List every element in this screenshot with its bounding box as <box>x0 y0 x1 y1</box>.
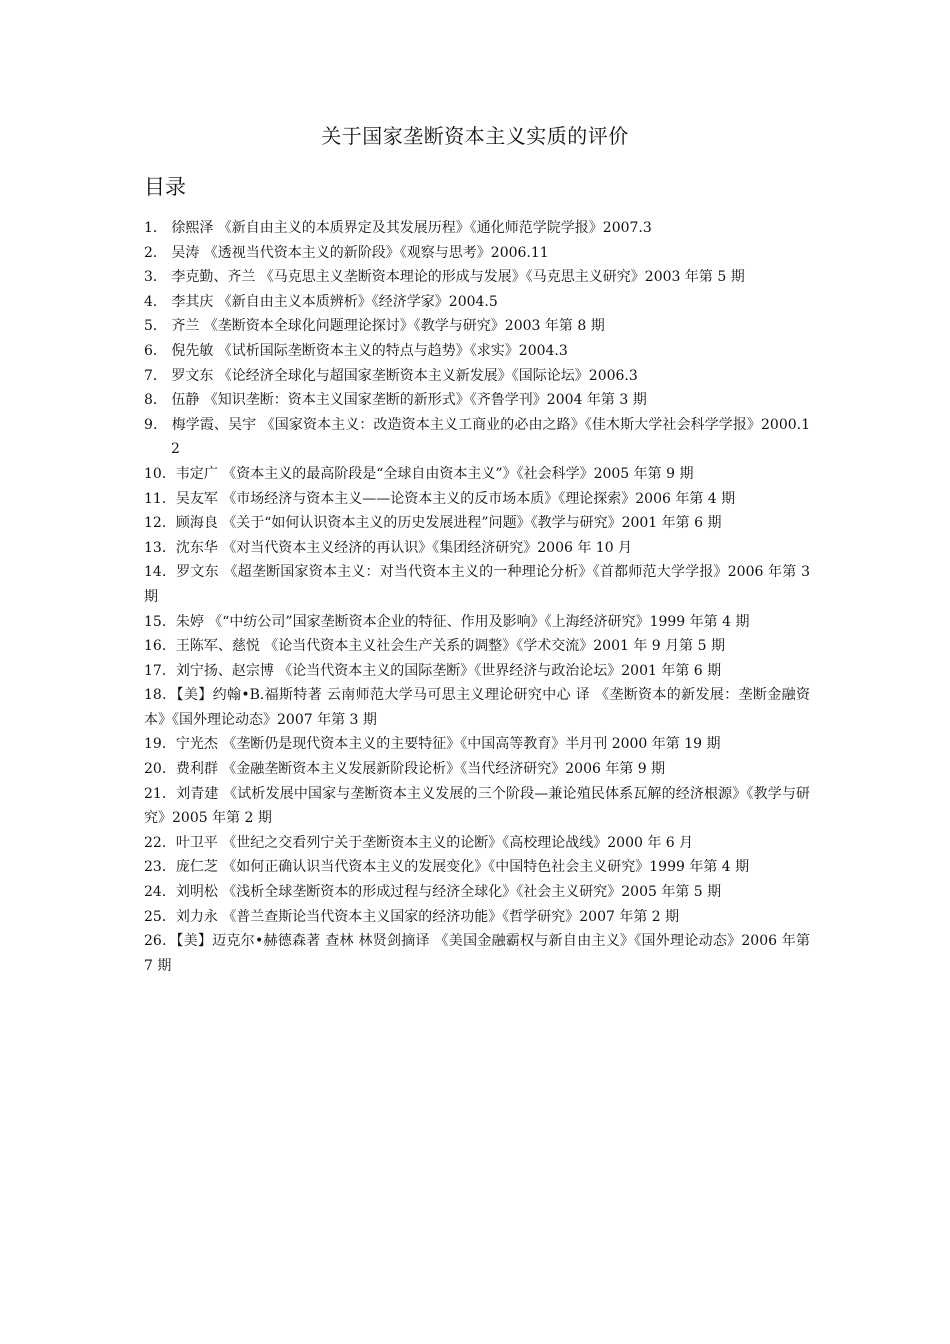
reference-item: 13．沈东华 《对当代资本主义经济的再认识》《集团经济研究》2006 年 10 月 <box>144 539 633 556</box>
reference-item: 18．【美】约翰•B.福斯特著 云南师范大学马可思主义理论研究中心 译 《垄断资本的新发展：垄断金融资本》《国外理论动态》2007 年第 3 期 <box>144 687 810 728</box>
reference-item: 16．王陈军、慈悦 《论当代资本主义社会生产关系的调整》《学术交流》2001 年 9 月第 5 期 <box>144 638 725 655</box>
reference-item: 20．费利群 《金融垄断资本主义发展新阶段论析》《当代经济研究》2006 年第 9 期 <box>144 761 666 778</box>
reference-item: 17．刘宁扬、赵宗博 《论当代资本主义的国际垄断》《世界经济与政治论坛》2001 年第 6 期 <box>144 662 722 679</box>
reference-item: 25．刘力永 《普兰查斯论当代资本主义国家的经济功能》《哲学研究》2007 年第 2 期 <box>144 908 680 925</box>
reference-item: 21．刘青建 《试析发展中国家与垄断资本主义发展的三个阶段—兼论殖民体系瓦解的经济根源》《教学与研究》2005 年第 2 期 <box>144 785 810 827</box>
reference-item: 24．刘明松 《浅析全球垄断资本的形成过程与经济全球化》《社会主义研究》2005 年第 5 期 <box>144 884 722 901</box>
reference-item: 5． 齐兰 《垄断资本全球化问题理论探讨》《教学与研究》2003 年第 8 期 <box>144 318 605 335</box>
reference-item: 22．叶卫平 《世纪之交看列宁关于垄断资本主义的论断》《高校理论战线》2000 年 6 月 <box>144 834 694 851</box>
reference-item: 14．罗文东 《超垄断国家资本主义：对当代资本主义的一种理论分析》《首都师范大学学报》2006 年第 3 期 <box>144 564 810 605</box>
reference-item: 7． 罗文东 《论经济全球化与超国家垄断资本主义新发展》《国际论坛》2006.3 <box>144 367 638 384</box>
reference-item: 15．朱婷 《“中纺公司”国家垄断资本企业的特征、作用及影响》《上海经济研究》1999 年第 4 期 <box>144 613 750 630</box>
reference-item: 2． 吴涛 《透视当代资本主义的新阶段》《观察与思考》2006.11 <box>144 244 549 261</box>
reference-item: 4． 李其庆 《新自由主义本质辨析》《经济学家》2004.5 <box>144 293 498 310</box>
reference-item: 3． 李克勤、齐兰 《马克思主义垄断资本理论的形成与发展》《马克思主义研究》2003 年第 5 期 <box>144 269 745 286</box>
reference-item: 6． 倪先敏 《试析国际垄断资本主义的特点与趋势》《求实》2004.3 <box>144 342 568 359</box>
reference-item: 12．顾海良 《关于“如何认识资本主义的历史发展进程”问题》《教学与研究》2001 年第 6 期 <box>144 515 722 532</box>
reference-item: 26．【美】迈克尔•赫德森著 查林 林贤剑摘译 《美国金融霸权与新自由主义》《国外理论动态》2006 年第 7 期 <box>144 933 810 974</box>
reference-item: 23．庞仁芝 《如何正确认识当代资本主义的发展变化》《中国特色社会主义研究》1999 年第 4 期 <box>144 859 750 876</box>
toc-heading: 目录 <box>144 175 186 199</box>
reference-item: 9． 梅学霞、吴宇 《国家资本主义：改造资本主义工商业的必由之路》《佳木斯大学社会科学学报》2000.12 <box>144 416 810 458</box>
reference-item: 11．吴友军 《市场经济与资本主义——论资本主义的反市场本质》《理论探索》2006 年第 4 期 <box>144 490 736 507</box>
reference-item: 1． 徐熙泽 《新自由主义的本质界定及其发展历程》《通化师范学院学报》2007.3 <box>144 220 652 236</box>
reference-item: 8． 伍静 《知识垄断：资本主义国家垄断的新形式》《齐鲁学刊》2004 年第 3 期 <box>144 392 647 409</box>
document-title: 关于国家垄断资本主义实质的评价 <box>321 124 629 148</box>
reference-item: 19．宁光杰 《垄断仍是现代资本主义的主要特征》《中国高等教育》半月刊 2000 年第 19 期 <box>144 736 721 753</box>
reference-item: 10．韦定广 《资本主义的最高阶段是“全球自由资本主义”》《社会科学》2005 年第 9 期 <box>144 465 694 482</box>
reference-list <box>144 216 810 978</box>
